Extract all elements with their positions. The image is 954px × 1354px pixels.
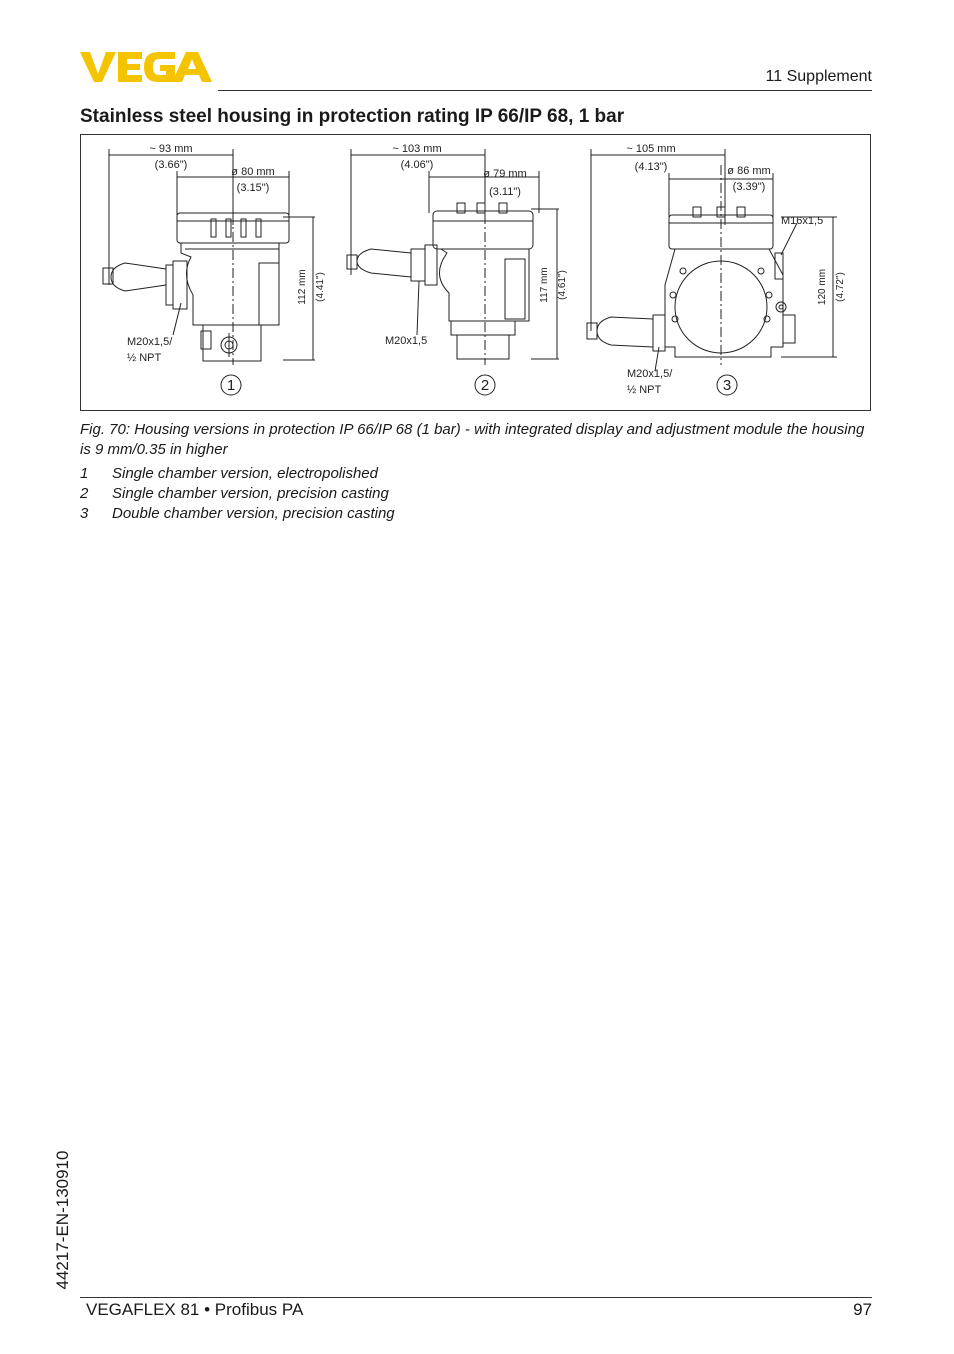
v3-thread-line1: M20x1,5/	[627, 368, 673, 380]
v1-width-mm: ~ 93 mm	[149, 143, 193, 155]
v2-diameter-mm: ø 79 mm	[483, 168, 527, 180]
figure-box	[80, 134, 871, 411]
legend-text: Single chamber version, electropolished	[112, 465, 378, 482]
header-rule	[218, 90, 872, 91]
v2-height-in: (4.61")	[557, 270, 568, 300]
version-number-3: 3	[722, 377, 732, 394]
footer-product: VEGAFLEX 81 • Profibus PA	[86, 1300, 304, 1319]
document-id	[48, 1140, 78, 1300]
version-number-1: 1	[226, 377, 236, 394]
v1-width-in: (3.66")	[154, 159, 188, 171]
v3-diameter-mm: ø 86 mm	[727, 165, 771, 177]
version-number-2: 2	[480, 377, 490, 394]
legend-item	[80, 484, 395, 504]
footer-rule	[80, 1297, 872, 1298]
figure-caption: Fig. 70: Housing versions in protection IP 66/IP 68 (1 bar) - with integrated display and adjustment module the housing is 9 mm/0.35 in higher	[80, 421, 865, 458]
v1-thread-line1: M20x1,5/	[127, 336, 173, 348]
legend-text: Double chamber version, precision casting	[112, 505, 395, 522]
vega-logo	[80, 50, 212, 84]
v2-diameter-in: (3.11")	[489, 186, 521, 198]
section-label: 11 Supplement	[765, 68, 872, 85]
legend-number: 1	[80, 465, 89, 482]
v2-width-in: (4.06")	[400, 159, 434, 171]
v2-height-mm: 117 mm	[539, 267, 550, 303]
legend-text: Single chamber version, precision casting	[112, 485, 389, 502]
document-id-text: 44217-EN-130910	[53, 1150, 72, 1290]
legend-item	[80, 504, 395, 524]
v2-width-mm: ~ 103 mm	[392, 143, 442, 155]
figure-legend	[80, 464, 395, 524]
v3-width-in: (4.13")	[634, 161, 668, 173]
v3-height-in: (4.72")	[835, 272, 846, 302]
housing-drawing-3	[587, 149, 837, 371]
v1-diameter-mm: ø 80 mm	[231, 166, 275, 178]
page-title: Stainless steel housing in protection rating IP 66/IP 68, 1 bar	[80, 106, 625, 127]
v3-thread-m16: M16x1,5	[781, 215, 824, 227]
v3-width-mm: ~ 105 mm	[626, 143, 676, 155]
legend-item	[80, 464, 395, 484]
v1-height-in: (4.41")	[315, 272, 326, 302]
legend-number: 3	[80, 505, 89, 522]
v3-thread-line2: ½ NPT	[627, 384, 662, 396]
v1-height-mm: 112 mm	[297, 269, 308, 305]
v1-diameter-in: (3.15")	[236, 182, 270, 194]
page-number: 97	[853, 1300, 872, 1319]
v3-height-mm: 120 mm	[817, 268, 828, 306]
v1-thread-line2: ½ NPT	[127, 352, 162, 364]
housing-drawing-1	[103, 149, 315, 365]
housing-drawings	[81, 135, 872, 412]
v3-diameter-in: (3.39")	[732, 181, 766, 193]
legend-number: 2	[80, 485, 89, 502]
v2-thread: M20x1,5	[385, 335, 428, 347]
housing-drawing-2	[347, 149, 559, 365]
